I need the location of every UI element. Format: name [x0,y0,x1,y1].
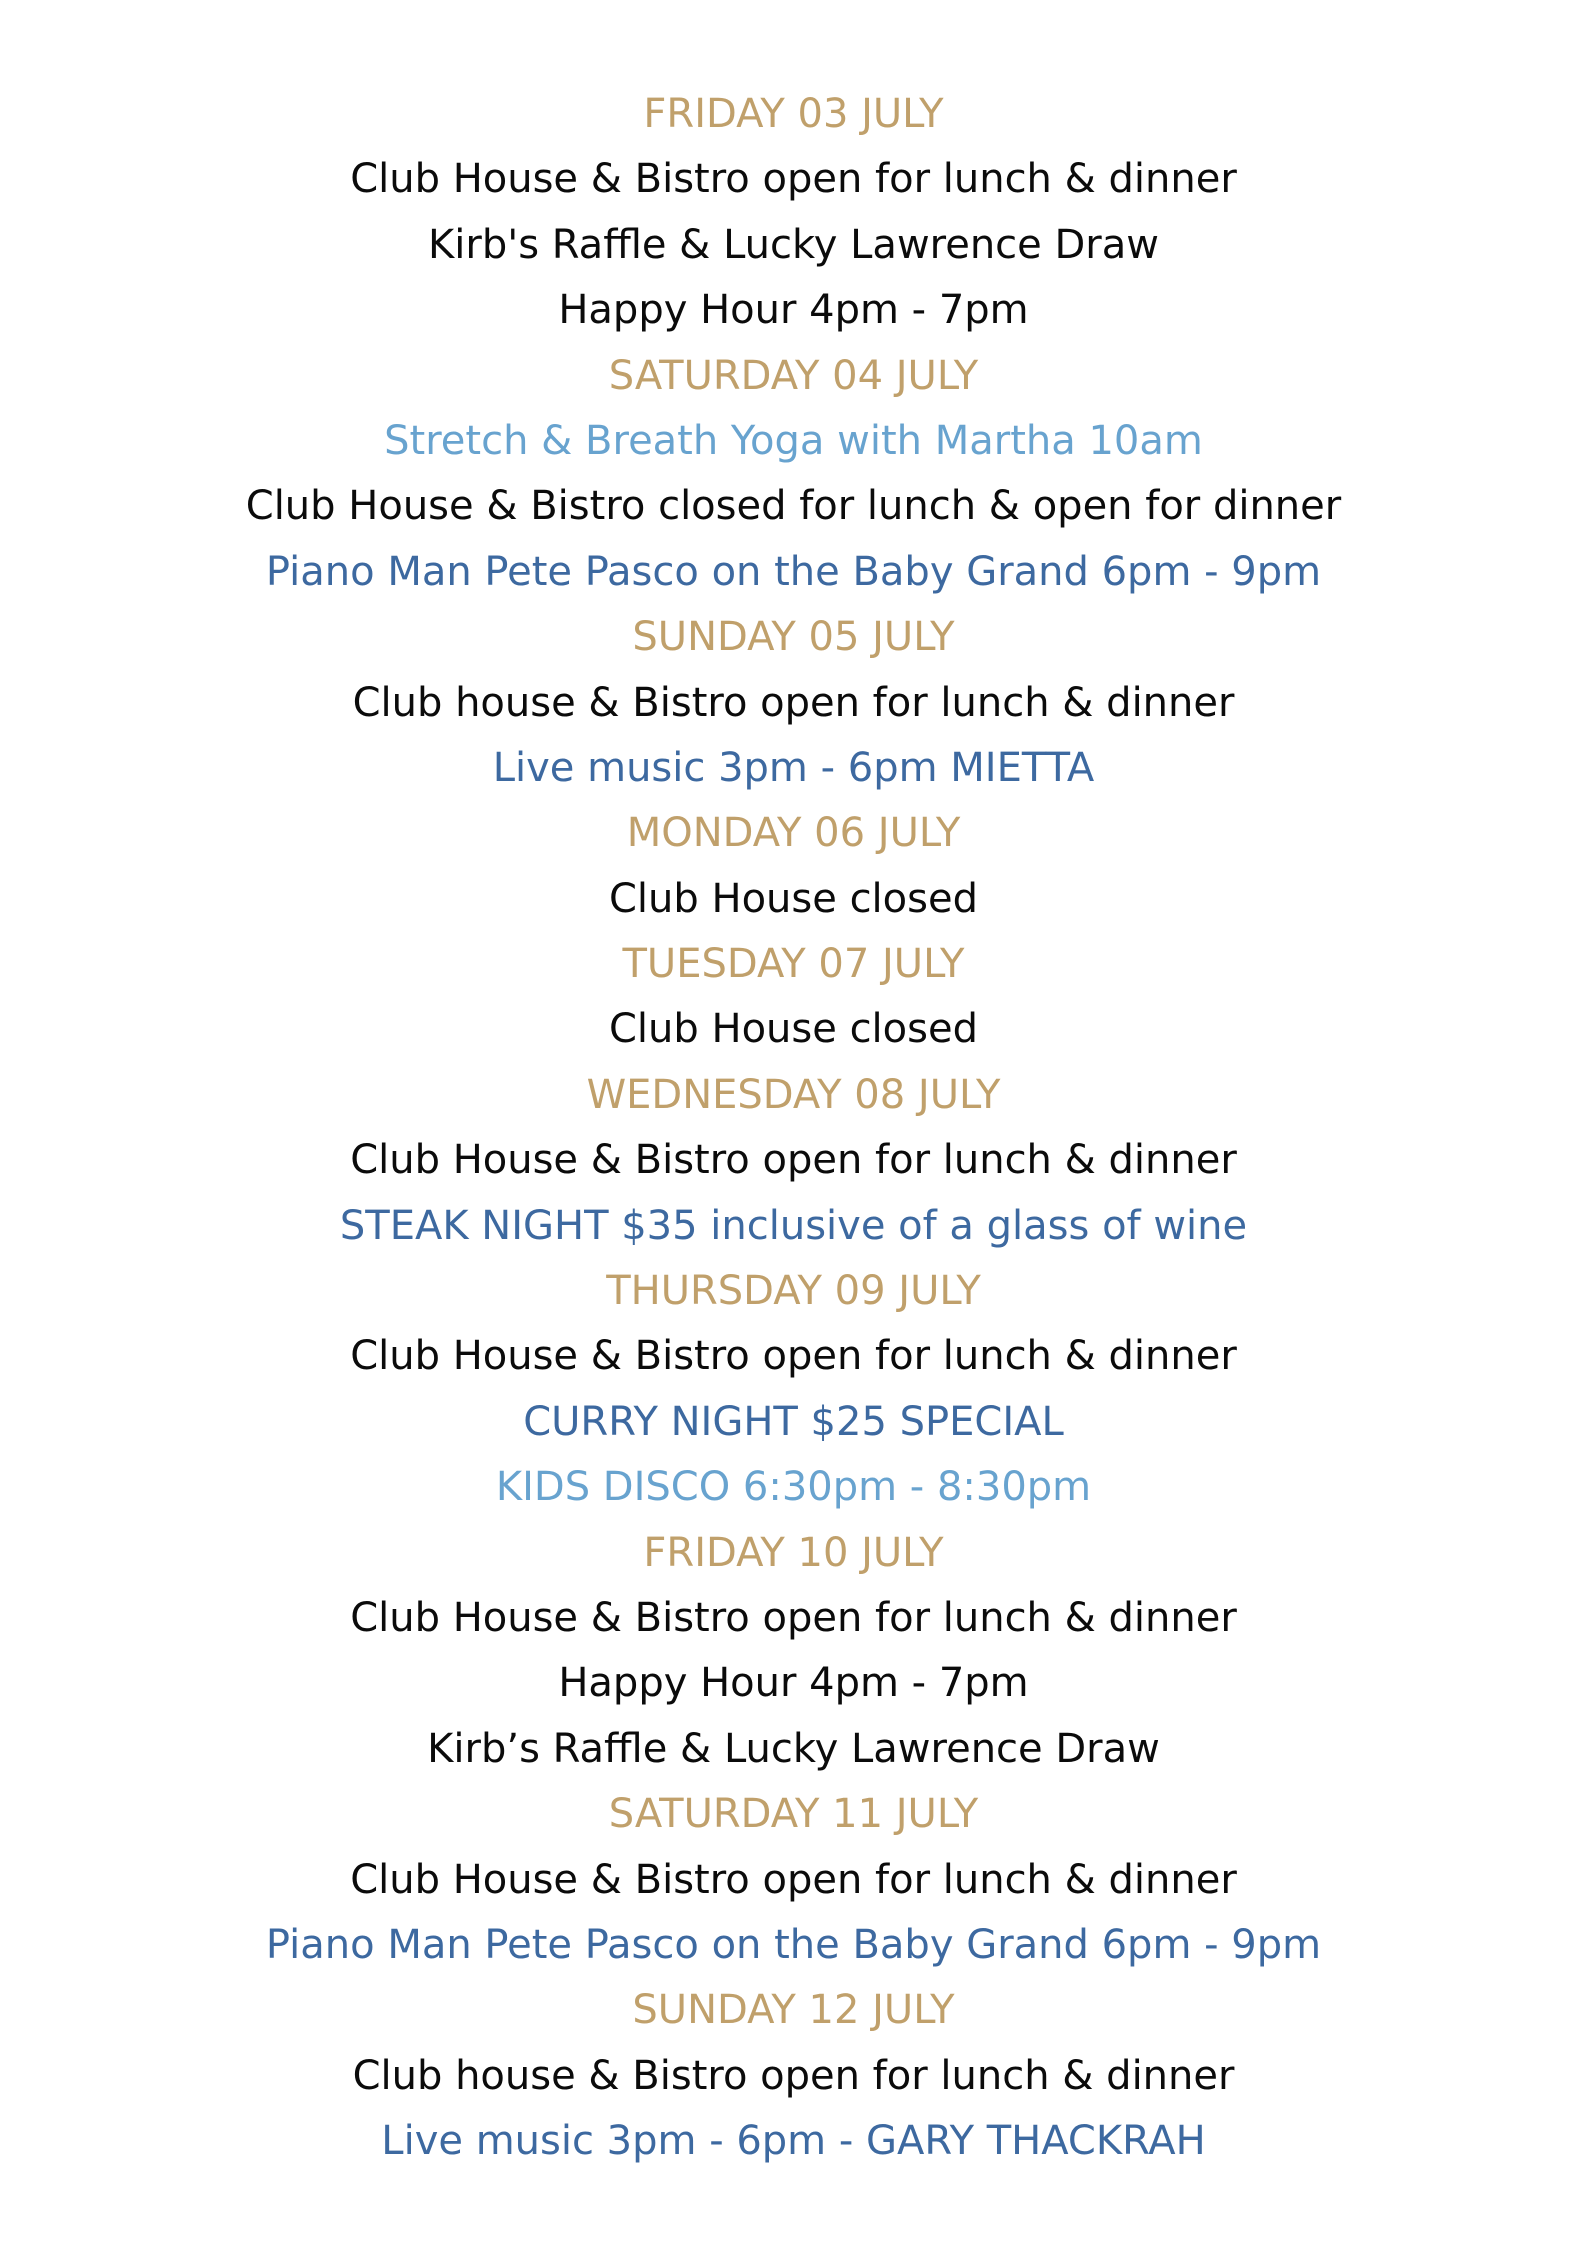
day-heading: SATURDAY 11 JULY [608,1791,979,1838]
schedule-line: Kirb’s Raffle & Lucky Lawrence Draw [427,1725,1160,1772]
event-schedule [0,82,1587,2175]
schedule-line: Club House closed [609,1006,978,1053]
event-highlight: KIDS DISCO 6:30pm - 8:30pm [495,1464,1092,1511]
schedule-line: Club House & Bistro open for lunch & dinner [350,1856,1237,1903]
schedule-line: Club House & Bistro open for lunch & dinner [350,1137,1237,1184]
day-heading: MONDAY 06 JULY [626,810,961,857]
schedule-line: Club house & Bistro open for lunch & dinner [352,679,1235,726]
schedule-line: Club House & Bistro open for lunch & dinner [350,1333,1237,1380]
schedule-line: Happy Hour 4pm - 7pm [558,1660,1029,1707]
schedule-line: Club House & Bistro closed for lunch & open for dinner [245,483,1342,530]
day-heading: SUNDAY 05 JULY [632,614,955,661]
schedule-line: Kirb's Raffle & Lucky Lawrence Draw [428,221,1159,268]
event-highlight: STEAK NIGHT $35 inclusive of a glass of wine [339,1202,1248,1249]
day-heading: WEDNESDAY 08 JULY [586,1071,1001,1118]
event-highlight: Piano Man Pete Pasco on the Baby Grand 6pm - 9pm [265,548,1322,595]
schedule-line: Club house & Bistro open for lunch & dinner [352,2052,1235,2099]
schedule-line: Club House & Bistro open for lunch & dinner [350,156,1237,203]
day-heading: SUNDAY 12 JULY [632,1987,955,2034]
day-heading: SATURDAY 04 JULY [608,352,979,399]
event-highlight: Piano Man Pete Pasco on the Baby Grand 6pm - 9pm [265,1921,1322,1968]
schedule-line: Club House & Bistro open for lunch & dinner [350,1594,1237,1641]
day-heading: TUESDAY 07 JULY [622,941,965,988]
day-heading: FRIDAY 03 JULY [643,91,944,137]
day-heading: FRIDAY 10 JULY [643,1529,944,1576]
schedule-line: Club House closed [609,875,978,922]
schedule-line: Happy Hour 4pm - 7pm [558,287,1029,334]
event-highlight: CURRY NIGHT $25 SPECIAL [523,1398,1064,1445]
event-highlight: Live music 3pm - 6pm - GARY THACKRAH [381,2118,1206,2165]
event-highlight: Stretch & Breath Yoga with Martha 10am [384,417,1203,464]
day-heading: THURSDAY 09 JULY [606,1268,981,1315]
event-highlight: Live music 3pm - 6pm MIETTA [492,744,1095,791]
